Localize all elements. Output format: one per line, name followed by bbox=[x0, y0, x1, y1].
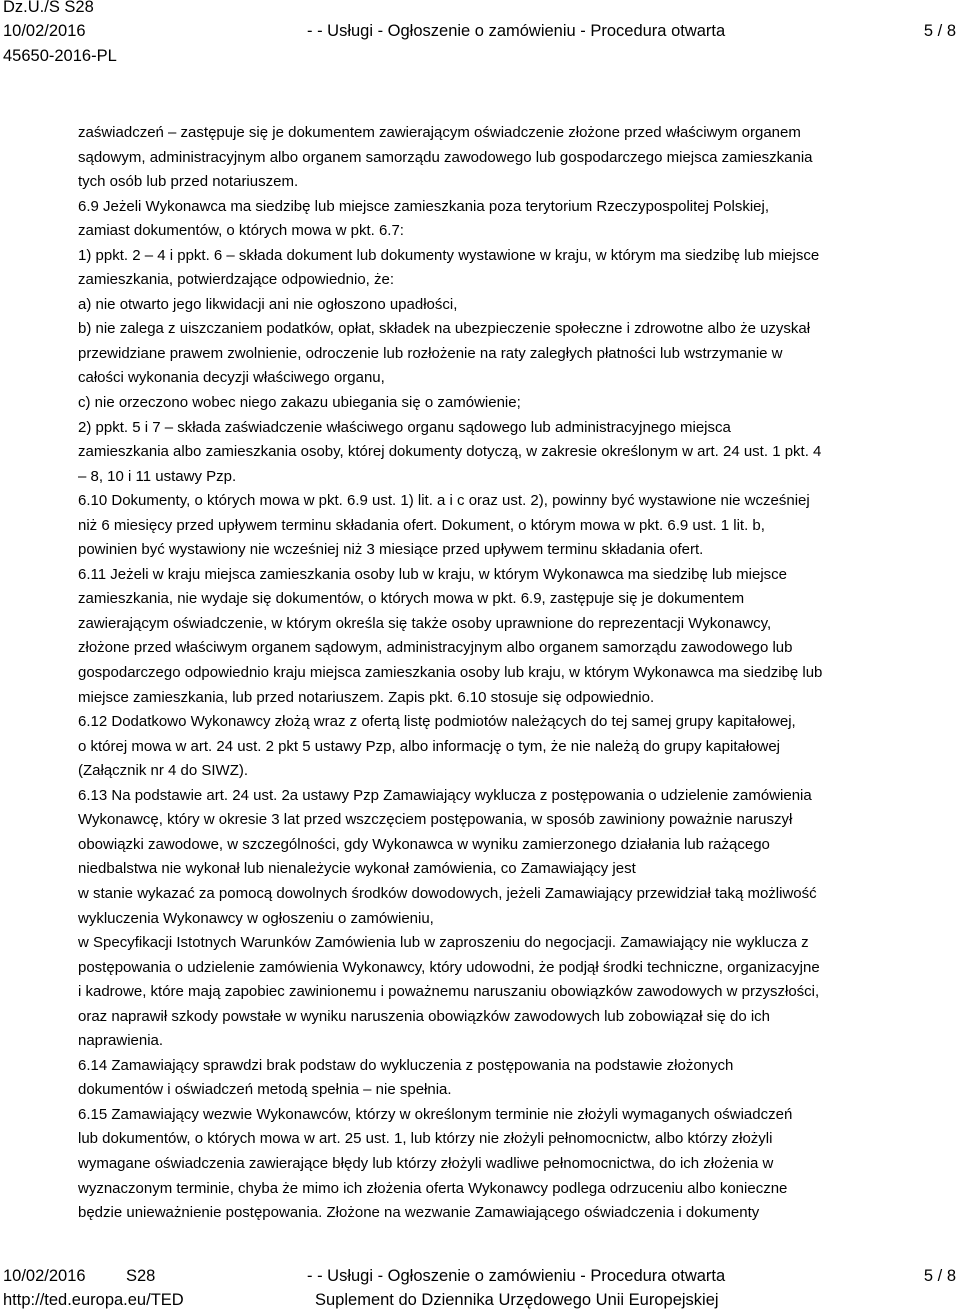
body-line: 1) ppkt. 2 – 4 i ppkt. 6 – składa dokument lub dokumenty wystawione w kraju, w którym ma siedzibę lub miejsce bbox=[78, 246, 820, 264]
footer-page-number: 5 / 8 bbox=[923, 1267, 956, 1285]
header-page-number: 5 / 8 bbox=[923, 22, 956, 40]
body-line: zawierającym oświadczenie, w którym określa się także osoby uprawnione do reprezentacji Wykonawcy, bbox=[78, 614, 772, 632]
body-line: niż 6 miesięcy przed upływem terminu składania ofert. Dokument, o którym mowa w pkt. 6.9 ust. 1 lit. b, bbox=[78, 516, 765, 534]
body-line: będzie unieważnienie postępowania. Złożone na wezwanie Zamawiającego oświadczenia i dokumenty bbox=[78, 1204, 760, 1222]
footer-date: 10/02/2016 bbox=[3, 1267, 86, 1285]
body-line: zamieszkania, potwierdzające odpowiednio, że: bbox=[78, 271, 395, 289]
header-notice-id: 45650-2016-PL bbox=[3, 47, 117, 65]
body-line: sądowym, administracyjnym albo organem samorządu zawodowego lub gospodarczego miejsca zamieszkania bbox=[78, 148, 813, 166]
body-line: a) nie otwarto jego likwidacji ani nie ogłoszono upadłości, bbox=[78, 295, 458, 313]
body-line: o której mowa w art. 24 ust. 2 pkt 5 ustawy Pzp, albo informację o tym, że nie należą do grupy kapitałowej bbox=[78, 737, 781, 755]
body-line: niedbalstwa nie wykonał lub nienależycie wykonał zamówienia, co Zamawiający jest bbox=[78, 860, 636, 878]
header-date: 10/02/2016 bbox=[3, 22, 86, 40]
page-footer bbox=[0, 1263, 960, 1311]
body-line: 6.10 Dokumenty, o których mowa w pkt. 6.9 ust. 1) lit. a i c oraz ust. 2), powinny być wystawione nie wcześniej bbox=[78, 492, 810, 510]
body-line: Wykonawcę, który w okresie 3 lat przed wszczęciem postępowania, w sposób zawiniony poważnie naruszył bbox=[78, 811, 793, 829]
body-line: w stanie wykazać za pomocą dowolnych środków dowodowych, jeżeli Zamawiający przewidział taką możliwość bbox=[78, 884, 817, 902]
body-line: lub dokumentów, o których mowa w art. 25 ust. 1, lub którzy nie złożyli pełnomocnictw, albo którzy złożyli bbox=[78, 1130, 773, 1148]
body-line: zamieszkania, nie wydaje się dokumentów, o których mowa w pkt. 6.9, zastępuje się je dokumentem bbox=[78, 590, 745, 608]
footer-url: http://ted.europa.eu/TED bbox=[3, 1291, 184, 1309]
document-body bbox=[78, 121, 958, 1226]
body-line: 6.13 Na podstawie art. 24 ust. 2a ustawy Pzp Zamawiający wyklucza z postępowania o udzielenie zamówienia bbox=[78, 786, 812, 804]
header-notice-type: - - Usługi - Ogłoszenie o zamówieniu - Procedura otwarta bbox=[307, 22, 726, 40]
body-line: 6.11 Jeżeli w kraju miejsca zamieszkania osoby lub w kraju, w którym Wykonawca ma siedzibę lub miejsce bbox=[78, 565, 788, 583]
body-line: wyznaczonym terminie, chyba że mimo ich złożenia oferta Wykonawcy podlega odrzuceniu albo konieczne bbox=[78, 1179, 788, 1197]
body-line: miejsce zamieszkania, lub przed notariuszem. Zapis pkt. 6.10 stosuje się odpowiednio. bbox=[78, 688, 655, 706]
footer-series: S28 bbox=[126, 1267, 156, 1285]
body-line: zamiast dokumentów, o których mowa w pkt. 6.7: bbox=[78, 222, 404, 240]
body-line: – 8, 10 i 11 ustawy Pzp. bbox=[78, 467, 237, 485]
body-line: zaświadczeń – zastępuje się je dokumentem zawierającym oświadczenie złożone przed właściwym organem bbox=[78, 124, 801, 141]
body-line: c) nie orzeczono wobec niego zakazu ubiegania się o zamówienie; bbox=[78, 394, 521, 412]
body-line: gospodarczego odpowiednio kraju miejsca zamieszkania osoby lub kraju, w którym Wykonawca ma siedzibę lub bbox=[78, 664, 823, 682]
body-line: złożone przed właściwym organem sądowym, administracyjnym albo organem samorządu zawodowego lub bbox=[78, 639, 793, 657]
body-line: powinien być wystawiony nie wcześniej niż 3 miesiące przed upływem terminu składania ofert. bbox=[78, 541, 704, 559]
body-line: oraz naprawił szkody powstałe w wyniku naruszenia obowiązków zawodowych lub zobowiązał się do ich bbox=[78, 1007, 771, 1025]
body-line: 2) ppkt. 5 i 7 – składa zaświadczenie właściwego organu sądowego lub administracyjnego miejsca bbox=[78, 418, 731, 436]
page-header bbox=[0, 0, 960, 72]
body-line: 6.15 Zamawiający wezwie Wykonawców, którzy w określonym terminie nie złożyli wymaganych oświadczeń bbox=[78, 1105, 793, 1123]
body-line: naprawienia. bbox=[78, 1032, 164, 1050]
journal-reference: Dz.U./S S28 bbox=[3, 0, 94, 16]
body-line: obowiązki zawodowe, w szczególności, gdy Wykonawca w wyniku zamierzonego działania lub rażącego bbox=[78, 835, 770, 853]
body-line: w Specyfikacji Istotnych Warunków Zamówienia lub w zaproszeniu do negocjacji. Zamawiający nie wyklucza z bbox=[78, 934, 809, 952]
body-line: 6.14 Zamawiający sprawdzi brak podstaw do wykluczenia z postępowania na podstawie złożonych bbox=[78, 1056, 734, 1074]
body-line: dokumentów i oświadczeń metodą spełnia – nie spełnia. bbox=[78, 1081, 452, 1099]
body-line: 6.12 Dodatkowo Wykonawcy złożą wraz z ofertą listę podmiotów należących do tej samej grupy kapitałowej, bbox=[78, 713, 796, 731]
body-line: wykluczenia Wykonawcy w ogłoszeniu o zamówieniu, bbox=[78, 909, 434, 927]
body-line: zamieszkania albo zamieszkania osoby, której dokumenty dotyczą, w zakresie określonym w art. 24 ust. 1 pkt. 4 bbox=[78, 443, 822, 461]
body-line: 6.9 Jeżeli Wykonawca ma siedzibę lub miejsce zamieszkania poza terytorium Rzeczypospolitej Polskiej, bbox=[78, 197, 769, 215]
body-line: b) nie zalega z uiszczaniem podatków, opłat, składek na ubezpieczenie społeczne i zdrowotne albo że uzyskał bbox=[78, 320, 811, 338]
body-line: przewidziane prawem zwolnienie, odroczenie lub rozłożenie na raty zaległych płatności lub wstrzymanie w bbox=[78, 344, 783, 362]
body-line: i kadrowe, które mają zapobiec zawinionemu i poważnemu naruszaniu obowiązków zawodowych w przyszłości, bbox=[78, 983, 820, 1001]
footer-notice-type: - - Usługi - Ogłoszenie o zamówieniu - Procedura otwarta bbox=[307, 1267, 726, 1285]
body-line: postępowania o udzielenie zamówienia Wykonawcy, który udowodni, że podjął środki techniczne, organizacyjne bbox=[78, 958, 820, 976]
footer-publication: Suplement do Dziennika Urzędowego Unii Europejskiej bbox=[315, 1291, 719, 1309]
body-line: wymagane oświadczenia zawierające błędy lub którzy złożyli wadliwe pełnomocnictwa, do ich złożenia w bbox=[78, 1154, 774, 1172]
body-line: tych osób lub przed notariuszem. bbox=[78, 173, 299, 191]
body-line: (Załącznik nr 4 do SIWZ). bbox=[78, 762, 249, 780]
body-line: całości wykonania decyzji właściwego organu, bbox=[78, 369, 385, 387]
